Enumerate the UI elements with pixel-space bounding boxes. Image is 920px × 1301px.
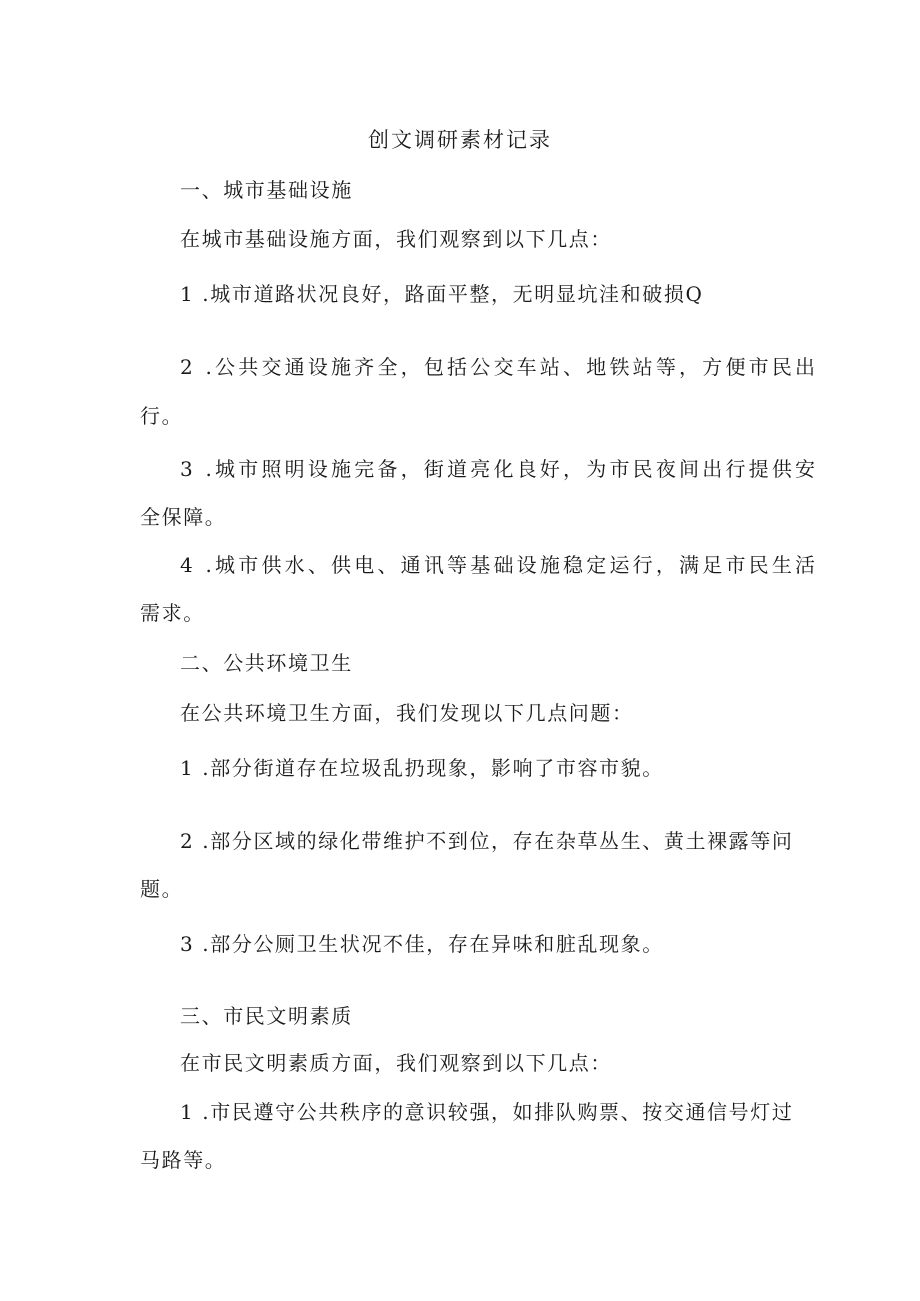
section3-item1-line2: 马路等。 (140, 1148, 227, 1172)
section2-intro: 在公共环境卫生方面，我们发现以下几点问题： (180, 701, 634, 725)
document-title: 创文调研素材记录 (368, 128, 552, 152)
section1-item2-line1: 2 .公共交通设施齐全，包括公交车站、地铁站等，方便市民出 (180, 355, 819, 379)
section2-item1: 1 .部分街道存在垃圾乱扔现象，影响了市容市貌。 (180, 756, 664, 780)
section3-heading: 三、市民文明素质 (180, 1004, 353, 1028)
section2-item2-line2: 题。 (140, 877, 184, 901)
section2-item3: 3 .部分公厕卫生状况不佳，存在异味和脏乱现象。 (180, 932, 664, 956)
section3-intro: 在市民文明素质方面，我们观察到以下几点： (180, 1051, 612, 1075)
section1-item3-line1: 3 .城市照明设施完备，街道亮化良好，为市民夜间出行提供安 (180, 457, 819, 481)
section1-item2-line2: 行。 (140, 404, 184, 428)
section3-item1-line1: 1 .市民遵守公共秩序的意识较强，如排队购票、按交通信号灯过 (180, 1100, 794, 1124)
section1-intro: 在城市基础设施方面，我们观察到以下几点： (180, 227, 612, 251)
section2-heading: 二、公共环境卫生 (180, 651, 353, 675)
section1-item1: 1 .城市道路状况良好，路面平整，无明显坑洼和破损Q (180, 282, 704, 306)
section1-heading: 一、城市基础设施 (180, 178, 353, 202)
section2-item2-line1: 2 .部分区域的绿化带维护不到位，存在杂草丛生、黄土裸露等问 (180, 829, 794, 853)
section1-item3-line2: 全保障。 (140, 505, 227, 529)
section1-item4-line1: 4 .城市供水、供电、通讯等基础设施稳定运行，满足市民生活 (180, 553, 819, 577)
section1-item4-line2: 需求。 (140, 601, 205, 625)
